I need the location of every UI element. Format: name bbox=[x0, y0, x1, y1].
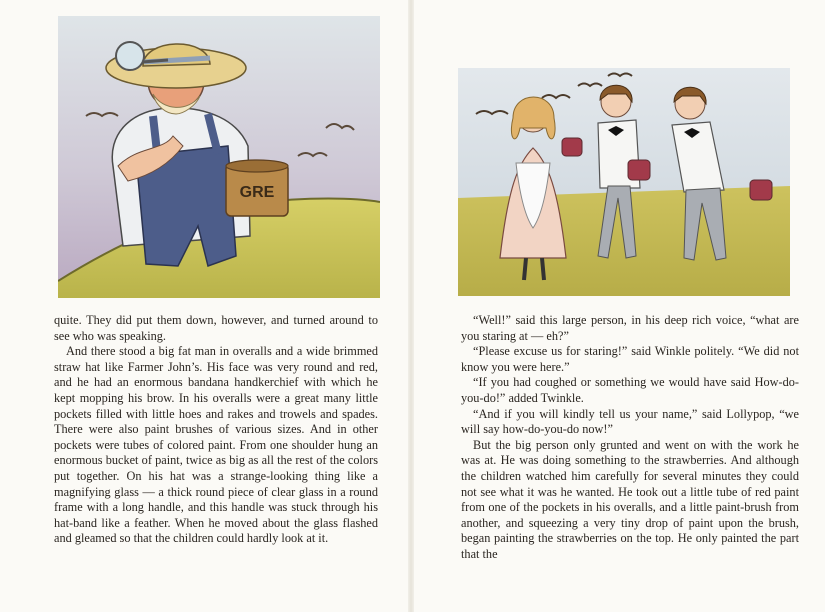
paragraph: “If you had coughed or something we would have said How-do-you-do!” added Twinkle. bbox=[461, 375, 799, 405]
paragraph: And there stood a big fat man in overalls and a wide brimmed straw hat like Farmer John’s. His face was very round and red, and he had an enormous bandana handkerchief with which he kept mopping his brow. In his overalls were a great many little pockets filled with little hoes and rakes and trowels and spades. There were also paint brushes of various sizes. And in other pockets were tubes of colored paint. From one shoulder hung an enormous bucket of paint, twice as big as all the rest of the colors put together. On his hat was a strange-looking thing like a magnifying glass — a thick round piece of clear glass in a round frame with a long handle, and this handle was stuck through his hat-band like a feather. When he moved about the glass flashed and gleamed so that the children could hardly look at it. bbox=[54, 344, 378, 546]
right-page-text bbox=[461, 313, 799, 563]
paragraph: “Well!” said this large person, in his deep rich voice, “what are you staring at — eh?” bbox=[461, 313, 799, 343]
paragraph: But the big person only grunted and went on with the work he was at. He was doing something to the strawberries. And although the children watched him carefully for several minutes they could not see what it was he wanted. He took out a little tube of red paint from one of the pockets in his overalls, and a little paint-brush from another, and squeezing a very tiny drop of paint upon the brush, began painting the strawberries on the top. He only painted the part that the bbox=[461, 437, 799, 561]
paragraph: “And if you will kindly tell us your name,” said Lollypop, “we will say how-do-you-do now!” bbox=[461, 406, 799, 437]
right-page bbox=[412, 0, 825, 612]
paragraph: quite. They did put them down, however, and turned around to see who was speaking. bbox=[54, 313, 378, 343]
left-page-text bbox=[54, 313, 378, 547]
children-illustration bbox=[458, 68, 790, 296]
farmer-illustration bbox=[58, 16, 380, 298]
bucket-label: GRE bbox=[239, 184, 275, 201]
paragraph: “Please excuse us for staring!” said Winkle politely. “We did not know you were here.” bbox=[461, 344, 799, 374]
left-page bbox=[0, 0, 410, 612]
